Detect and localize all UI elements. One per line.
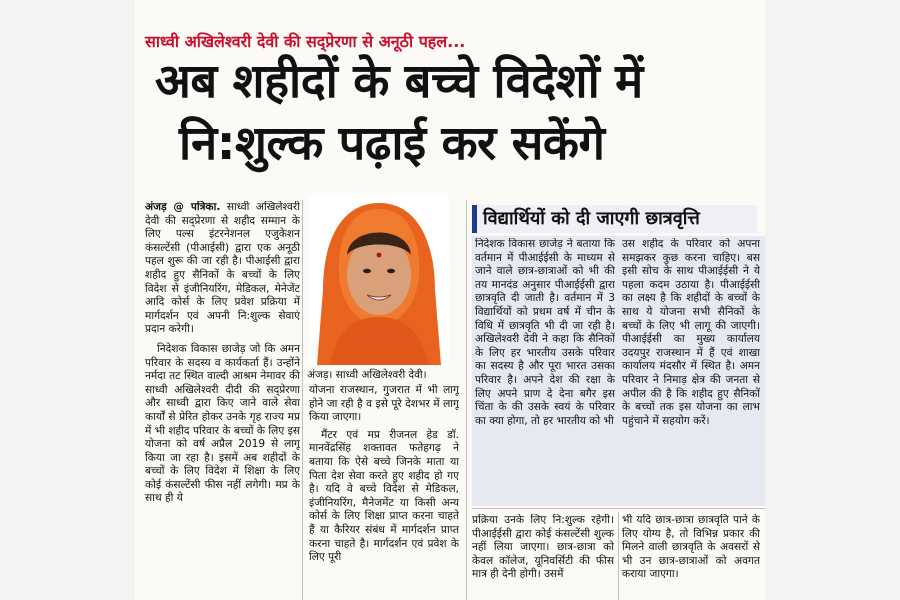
article-column-5: [472, 514, 614, 600]
column-rule-1: [302, 200, 303, 600]
dateline: अंजड़ @ पत्रिका.: [145, 201, 221, 213]
column-1-para-2: निदेशक विकास छाजेड़ जो कि अमन परिवार के सदस्य व कार्यकर्ता हैं। उन्होंने नर्मदा तट स्थित वाल्दी आश्रम नेमावर की साध्वी अखिलेश्वरी दीदी की सद्प्रेरणा और साध्वी द्वारा किए जाने वाले सेवा कार्यों से प्रेरित होकर उनके गृह राज्य मप्र में भी शहीद परिवार के बच्चों के लिए इस योजना को वर्ष अप्रैल 2019 से लागू किया जा रहा है। इसमें अब शहीदों के बच्चों के लिए विदेश में शिक्षा के लिए कोई कंसल्टेंसी फीस नहीं लगेगी। मप्र के साथ ही ये: [145, 342, 300, 505]
column-rule-2: [466, 200, 467, 600]
article-column-3: [475, 238, 615, 500]
sadhvi-portrait-image: [309, 195, 449, 365]
article-column-4: [622, 238, 760, 500]
right-margin: [765, 0, 900, 600]
column-6-para-1: भी यदि छात्र-छात्रा छात्रवृति पाने के लिए योग्य है, तो विभिन्न प्रकार की मिलने वाली छात्रवृति के अवसरों से भी उन छात्र-छात्राओं को अवगत कराया जाएगा।: [622, 514, 760, 581]
column-1-para-1-text: साध्वी अखिलेश्वरी देवी की सद्प्रेरणा से शहीद सम्मान के लिए पल्स इंटरनेशनल एजुकेशन कंसल्टेंसी (पीआईसी) द्वारा एक अनूठी पहल शुरू की जा रही है। पीआईसी द्वारा शहीद हुए सैनिकों के बच्चों के लिए विदेश से इंजीनियरिंग, मेडिकल, मेनेजेंट आदि कोर्स के लिए प्रवेश प्रक्रिया में मार्गदर्शन एवं अपनी नि:शुल्क सेवाएं प्रदान करेगी।: [145, 201, 300, 336]
headline-line-1: अब शहीदों के बच्चे विदेशों में: [155, 54, 643, 109]
column-3-para-1: निदेशक विकास छाजेड़ ने बताया कि वर्तमान में पीआईईसी के माध्यम से जाने वाले छात्र-छात्राओं को भी की तय मानदंड अनुसार पीआईईसी द्वारा छात्रवृति दी जाती है। वर्तमान में 3 विद्यार्थियों को प्रथम वर्ष में चीन के विधि में छात्रवृति भी दी जा रही है। अखिलेश्वरी देवी ने कहा कि सैनिकों के लिए हर भारतीय उसके परिवार का सदस्य है और पूरा भारत उसका परिवार है। अपने देश की रक्षा के लिए अपने प्राण दे देना बगैर इस चिंता के की उसके स्वयं के परिवार का क्या होगा, तो हर भारतीय को भी: [475, 238, 615, 427]
left-margin: [0, 0, 135, 600]
portrait-photo: [309, 195, 449, 365]
column-4-para-1: उस शहीद के परिवार को अपना समझकर कुछ करना चाहिए। बस इसी सोच के साथ पीआईईसी ने ये पहला कदम उठाया है। पीआईईसी का लक्ष्य है कि शहीदों के बच्चों के साथ ये योजना सभी सैनिकों के बच्चों के लिए भी लागू की जाएगी। पीआईईसी का मुख्य कार्यालय उदयपुर राजस्थान में हैं एवं शाखा कार्यालय मंदसौर में स्थित है। अमन परिवार ने निमाड़ क्षेत्र की जनता से अपील की है कि शहीद हुए सैनिकों के बच्चों तक इस योजना का लाभ पहुंचाने में सहयोग करें।: [622, 238, 760, 427]
subheading: विद्यार्थियों को दी जाएगी छात्रवृत्ति: [472, 205, 757, 233]
article-column-1: [145, 201, 300, 600]
column-5-para-1: प्रक्रिया उनके लिए नि:शुल्क रहेगी। पीआईईसी द्वारा कोई कंसल्टेंसी शुल्क नहीं लिया जाएगा। छात्र-छात्रा को केवल कॉलेज, यूनिवर्सिटी की फीस मात्र ही देनी होगी। उसमें: [472, 514, 614, 581]
newspaper-page: [135, 0, 765, 600]
column-1-para-1: [145, 201, 300, 337]
column-2-para-2: मैंटर एवं मप्र रीजनल हेड डॉ. मानवेंद्रसिंह शक्तावत फतेहगढ़ ने बताया कि ऐसे बच्चे जिनके माता या पिता देश सेवा करते हुए शहीद हो गए है। यदि वे बच्चे विदेश से मेडिकल, इंजीनियरिंग, मैनेजमेंट या किसी अन्य कोर्स के लिए शिक्षा प्राप्त करना चाहते हैं या कैरियर संबंध में मार्गदर्शन प्राप्त करना चाहते है। मार्गदर्शन एवं प्रवेश के लिए पूरी: [309, 428, 459, 564]
article-column-2: [309, 384, 459, 600]
column-2-para-1: योजना राजस्थान, गुजरात में भी लागू होने जा रही है व इसे पूरे देशभर में लागू किया जाएगा।: [309, 384, 459, 424]
headline-line-2: नि:शुल्क पढ़ाई कर सकेंगे: [179, 116, 605, 171]
column-rule-3: [618, 512, 619, 600]
article-column-6: [622, 514, 760, 600]
kicker-line: साध्वी अखिलेश्वरी देवी की सद्प्रेरणा से अनूठी पहल...: [145, 32, 466, 51]
photo-caption: अंजड़। साध्वी अखिलेश्वरी देवी।: [307, 369, 427, 381]
horizontal-rule: [472, 508, 765, 509]
